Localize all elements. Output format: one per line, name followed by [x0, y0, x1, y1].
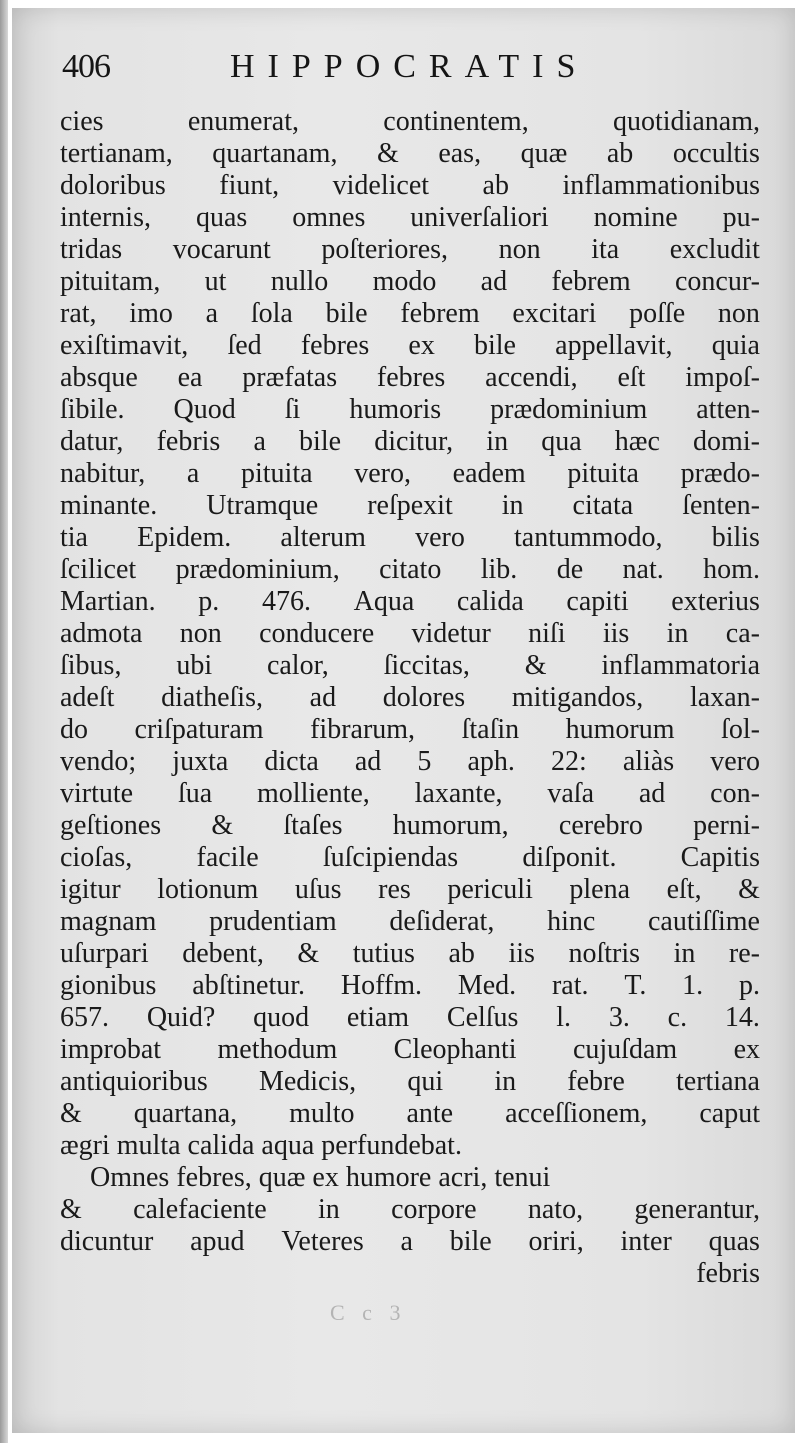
text-line: tridas vocarunt poſteriores, non ita excludit [60, 234, 760, 265]
text-line: rat, imo a ſola bile febrem excitari poſſe non [60, 298, 760, 329]
text-line: Martian. p. 476. Aqua calida capiti exterius [60, 586, 760, 617]
text-line: pituitam, ut nullo modo ad febrem concur- [60, 266, 760, 297]
text-line: cies enumerat, continentem, quotidianam, [60, 106, 760, 137]
text-line: vendo; juxta dicta ad 5 aph. 22: aliàs vero [60, 746, 760, 777]
page-header [62, 48, 762, 98]
text-line: uſurpari debent, & tutius ab iis noſtris in re- [60, 938, 760, 969]
text-line: absque ea præfatas febres accendi, eſt impoſ- [60, 362, 760, 393]
page-binding-edge [0, 0, 8, 1443]
body-text [60, 106, 760, 1290]
text-line: 657. Quid? quod etiam Celſus l. 3. c. 14. [60, 1002, 760, 1033]
text-line: admota non conducere videtur niſi iis in ca- [60, 618, 760, 649]
text-line: nabitur, a pituita vero, eadem pituita prædo- [60, 458, 760, 489]
page-number: 406 [62, 48, 110, 85]
text-line: ſibus, ubi calor, ſiccitas, & inflammatoria [60, 650, 760, 681]
text-line: magnam prudentiam deſiderat, hinc cautiſſime [60, 906, 760, 937]
text-line: virtute ſua molliente, laxante, vaſa ad con- [60, 778, 760, 809]
text-line: minante. Utramque reſpexit in citata ſenten- [60, 490, 760, 521]
text-line: adeſt diatheſis, ad dolores mitigandos, laxan- [60, 682, 760, 713]
text-line: doloribus fiunt, videlicet ab inflammationibus [60, 170, 760, 201]
signature-mark: C c 3 [330, 1300, 407, 1325]
text-line: ſcilicet prædominium, citato lib. de nat. hom. [60, 554, 760, 585]
text-line: & quartana, multo ante acceſſionem, caput [60, 1098, 760, 1129]
text-line: internis, quas omnes univerſaliori nomine pu- [60, 202, 760, 233]
text-line: dicuntur apud Veteres a bile oriri, inter quas [60, 1226, 760, 1257]
running-head: HIPPOCRATIS [230, 48, 589, 85]
catchword: febris [696, 1258, 760, 1289]
text-line: geſtiones & ſtaſes humorum, cerebro perni- [60, 810, 760, 841]
text-line: exiſtimavit, ſed febres ex bile appellavit, quia [60, 330, 760, 361]
text-line: improbat methodum Cleophanti cujuſdam ex [60, 1034, 760, 1065]
text-line: tertianam, quartanam, & eas, quæ ab occultis [60, 138, 760, 169]
text-line: datur, febris a bile dicitur, in qua hæc domi- [60, 426, 760, 457]
text-line: do criſpaturam fibrarum, ſtaſin humorum ſol- [60, 714, 760, 745]
text-line: ſibile. Quod ſi humoris prædominium atten- [60, 394, 760, 425]
text-line: antiquioribus Medicis, qui in febre tertiana [60, 1066, 760, 1097]
text-line: gionibus abſtinetur. Hoffm. Med. rat. T. 1. p. [60, 970, 760, 1001]
text-line: cioſas, facile ſuſcipiendas diſponit. Capitis [60, 842, 760, 873]
text-line: igitur lotionum uſus res periculi plena eſt, & [60, 874, 760, 905]
text-line: Omnes febres, quæ ex humore acri, tenui [90, 1162, 551, 1193]
text-line: & calefaciente in corpore nato, generantur, [60, 1194, 760, 1225]
text-line: tia Epidem. alterum vero tantummodo, bilis [60, 522, 760, 553]
text-line: ægri multa calida aqua perfundebat. [60, 1130, 462, 1161]
